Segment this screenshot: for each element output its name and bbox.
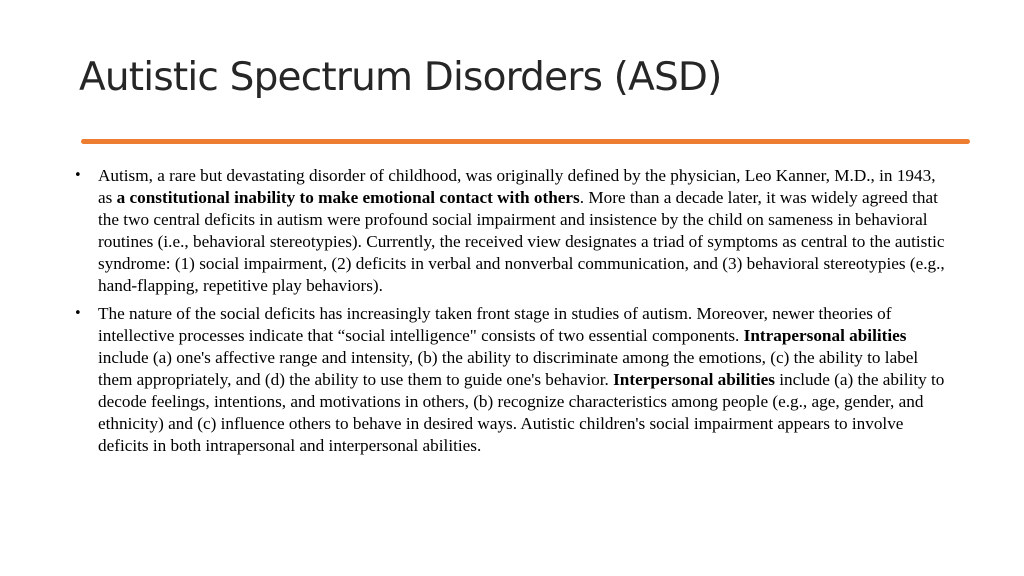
bullet-emphasis-intrapersonal: Intrapersonal abilities: [743, 326, 907, 345]
bullet-item-social-deficits: [74, 303, 954, 457]
bullet-dot-icon: •: [74, 168, 82, 183]
bullet-text: The nature of the social deficits has increasingly taken front stage in studies of autism. Moreover, newer theories of intellective processes indicate that “social intelligence" consists of two essential components.: [98, 304, 892, 345]
bullet-text: include (a) one's affective range and intensity, (b) the ability to discriminate among the emotions, (c) the ability to label them appropriately, and (d) the ability to use them to guide one's behavior.: [98, 348, 919, 389]
bullet-emphasis: a constitutional inability to make emotional contact with others: [116, 188, 580, 207]
title-underline-rule: [81, 139, 970, 144]
bullet-text: . More than a decade later, it was widely agreed that the two central deficits in autism were profound social impairment and insistence by the child on sameness in behavioral routines (i.e., behavioral stereotypies). Currently, the received view designates a triad of symptoms as central to the autistic syndrome: (1) social impairment, (2) deficits in verbal and nonverbal communication, and (3) behavioral stereotypies (e.g., hand-flapping, repetitive play behaviors).: [98, 188, 945, 295]
bullet-emphasis-interpersonal: Interpersonal abilities: [613, 370, 775, 389]
bullet-list: [74, 165, 954, 463]
bullet-dot-icon: •: [74, 306, 82, 321]
slide-title: Autistic Spectrum Disorders (ASD): [79, 55, 722, 100]
bullet-item-autism-definition: [74, 165, 954, 297]
bullet-text: include (a) the ability to decode feelings, intentions, and motivations in others, (b) recognize characteristics among people (e.g., age, gender, and ethnicity) and (c) influence others to behave in desired ways. Autistic children's social impairment appears to involve deficits in both intrapersonal and interpersonal abilities.: [98, 370, 945, 455]
bullet-text: Autism, a rare but devastating disorder of childhood, was originally defined by the physician, Leo Kanner, M.D., in 1943, as: [98, 166, 936, 207]
